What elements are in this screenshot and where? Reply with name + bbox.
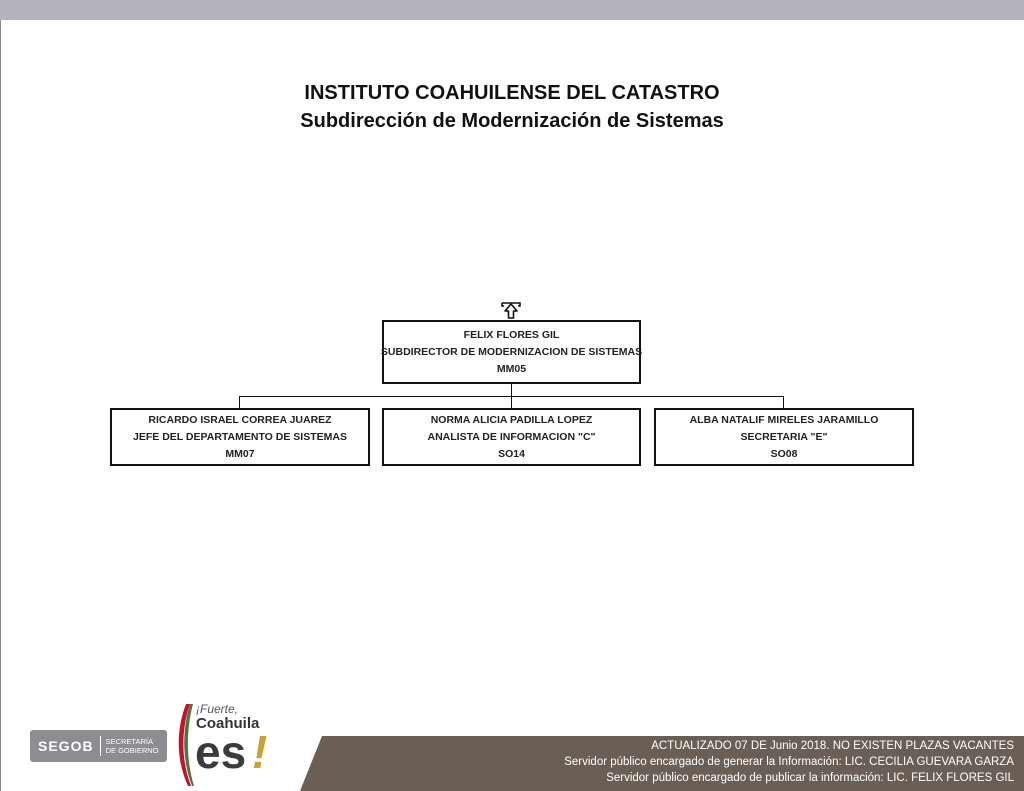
connector-left	[239, 396, 240, 408]
head-node	[382, 320, 641, 384]
footer-text	[564, 738, 1014, 786]
segob-logo	[30, 730, 167, 762]
coahuila-logo-line1: ¡Fuerte,	[196, 702, 239, 716]
report-node	[654, 408, 914, 466]
report-node	[382, 408, 641, 466]
coahuila-logo-es: es	[195, 726, 247, 778]
top-bar	[0, 0, 1024, 20]
report-name: RICARDO ISRAEL CORREA JUAREZ	[148, 413, 332, 426]
coahuila-logo-bang: !	[252, 726, 268, 778]
connector-horizontal	[239, 396, 784, 397]
segob-logo-main: SEGOB	[30, 736, 101, 756]
footer-published-by: Servidor público encargado de publicar la información: LIC. FELIX FLORES GIL	[606, 772, 1014, 784]
institution-title: INSTITUTO COAHUILENSE DEL CATASTRO	[304, 82, 720, 104]
head-code: MM05	[496, 362, 527, 375]
report-name: ALBA NATALIF MIRELES JARAMILLO	[689, 413, 879, 426]
report-position: SECRETARIA "E"	[740, 430, 828, 443]
report-code: SO08	[770, 447, 798, 460]
page-border	[0, 20, 1, 791]
report-node	[110, 408, 370, 466]
head-name: FELIX FLORES GIL	[463, 328, 560, 341]
segob-logo-line1: SECRETARÍA	[105, 737, 153, 746]
unit-title: Subdirección de Modernización de Sistemas	[300, 110, 724, 132]
report-position: ANALISTA DE INFORMACION "C"	[427, 430, 596, 443]
report-name: NORMA ALICIA PADILLA LOPEZ	[430, 413, 593, 426]
footer-updated: ACTUALIZADO 07 DE Junio 2018. NO EXISTEN PLAZAS VACANTES	[651, 740, 1014, 752]
coahuila-logo-line2: Coahuila	[196, 715, 260, 732]
segob-logo-sub	[101, 737, 159, 755]
report-position: JEFE DEL DEPARTAMENTO DE SISTEMAS	[133, 430, 347, 443]
up-arrow-icon	[500, 300, 522, 320]
connector-right	[783, 396, 784, 408]
report-code: MM07	[225, 447, 255, 460]
head-position: SUBDIRECTOR DE MODERNIZACION DE SISTEMAS	[380, 345, 643, 358]
footer-generated-by: Servidor público encargado de generar la Información: LIC. CECILIA GUEVARA GARZA	[564, 756, 1014, 768]
report-code: SO14	[498, 447, 525, 460]
segob-logo-line2: DE GOBIERNO	[105, 746, 159, 755]
